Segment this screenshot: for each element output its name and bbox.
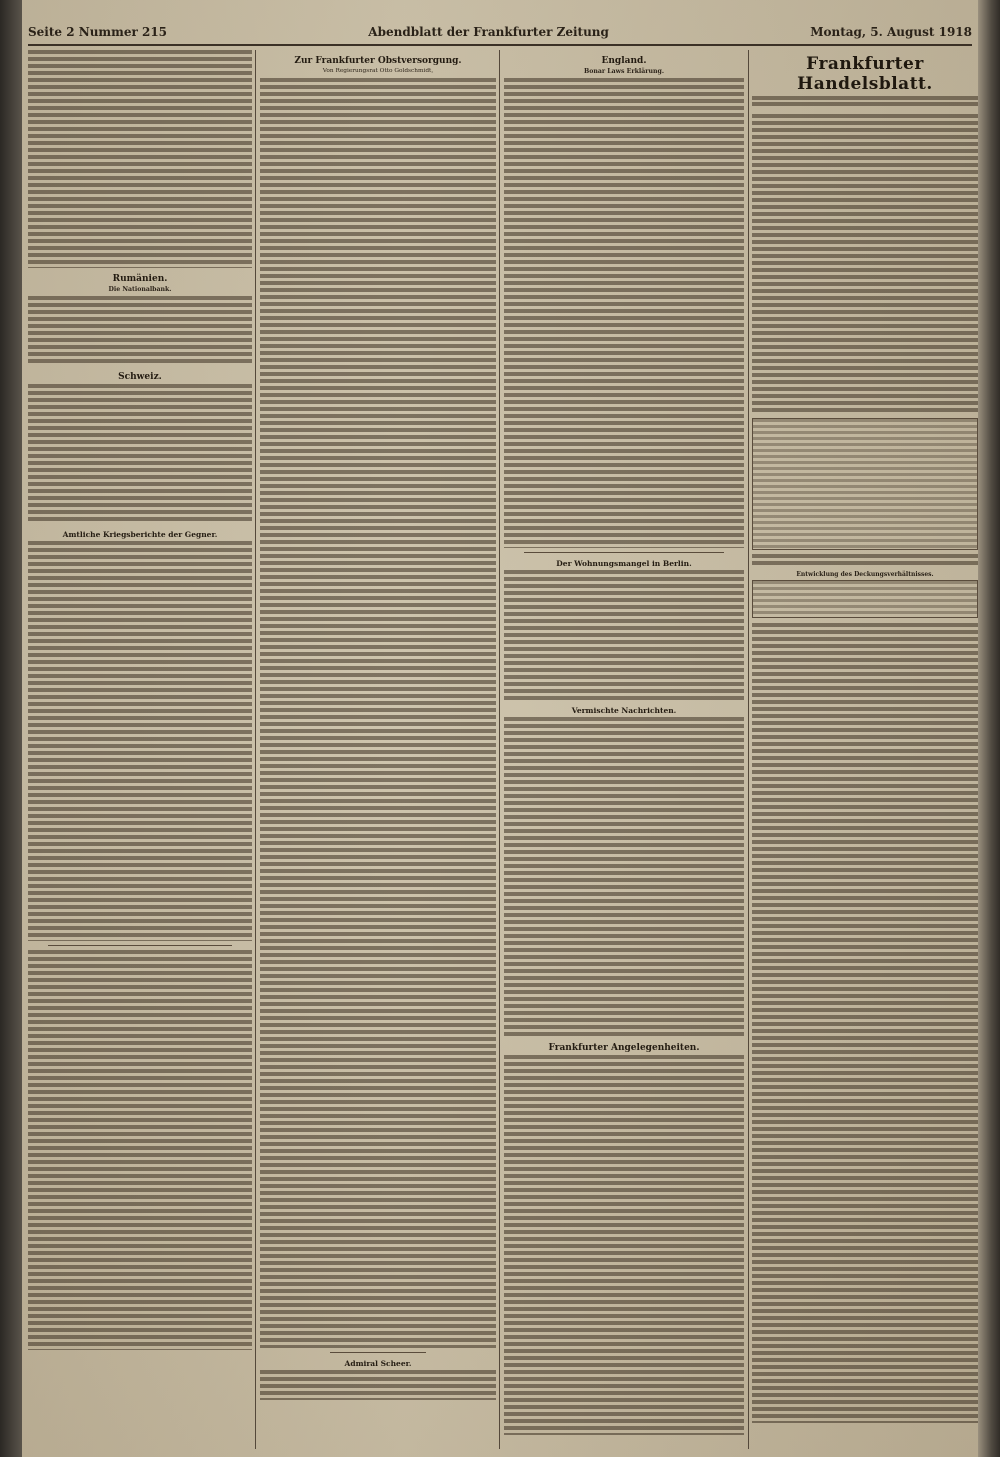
section-subheading: Die Nationalbank.: [108, 286, 172, 293]
section-heading: Amtliche Kriegsberichte der Gegner.: [62, 530, 218, 539]
divider: [48, 945, 232, 946]
section-heading: Rumänien.: [112, 274, 168, 284]
coverage-table: [752, 580, 978, 618]
section-heading: Der Wohnungsmangel in Berlin.: [556, 559, 692, 568]
table-title: Entwicklung des Deckungsverhältnisses.: [796, 571, 934, 578]
article-body: [504, 1055, 744, 1435]
article-body: [752, 554, 978, 568]
article-body: [260, 78, 496, 1348]
article-body: [504, 78, 744, 548]
article-body: [28, 541, 252, 941]
page-edge-left: [0, 0, 22, 1457]
article-body: [28, 384, 252, 524]
header-rule: [28, 44, 972, 46]
page-header: [28, 22, 972, 42]
article-body: [504, 717, 744, 1037]
article-title: Zur Frankfurter Obstversorgung.: [294, 56, 462, 66]
column-2: [260, 50, 496, 1449]
article-body: [28, 50, 252, 268]
section-heading: Admiral Scheer.: [344, 1359, 412, 1368]
header-date: Montag, 5. August 1918: [810, 25, 972, 39]
divider: [524, 552, 724, 553]
balance-table: [752, 418, 978, 550]
article-body: [260, 1370, 496, 1400]
column-rule: [499, 50, 500, 1449]
article-body: [752, 623, 978, 1423]
page-edge-right: [978, 0, 1000, 1457]
section-heading: England.: [601, 56, 647, 66]
header-page-number: Seite 2 Nummer 215: [28, 25, 168, 39]
newspaper-page: [22, 0, 978, 1457]
masthead-subline: [752, 96, 978, 108]
article-body: [28, 296, 252, 366]
article-body: [752, 114, 978, 414]
section-heading: Frankfurter Angelegenheiten.: [548, 1043, 700, 1053]
article-byline: Von Regierungsrat Otto Goldschmidt,: [322, 68, 434, 74]
column-rule: [255, 50, 256, 1449]
divider: [330, 1352, 426, 1353]
article-body: [28, 950, 252, 1350]
section-masthead: Frankfurter Handelsblatt.: [797, 54, 933, 94]
section-subheading: Bonar Laws Erklärung.: [584, 68, 664, 75]
article-body: [504, 570, 744, 700]
column-rule: [748, 50, 749, 1449]
section-heading: Vermischte Nachrichten.: [571, 706, 677, 715]
header-paper-title: Abendblatt der Frankfurter Zeitung: [368, 25, 609, 39]
column-1: [28, 50, 252, 1449]
section-heading: Schweiz.: [118, 372, 162, 382]
column-3: [504, 50, 744, 1449]
column-4: [752, 50, 978, 1449]
